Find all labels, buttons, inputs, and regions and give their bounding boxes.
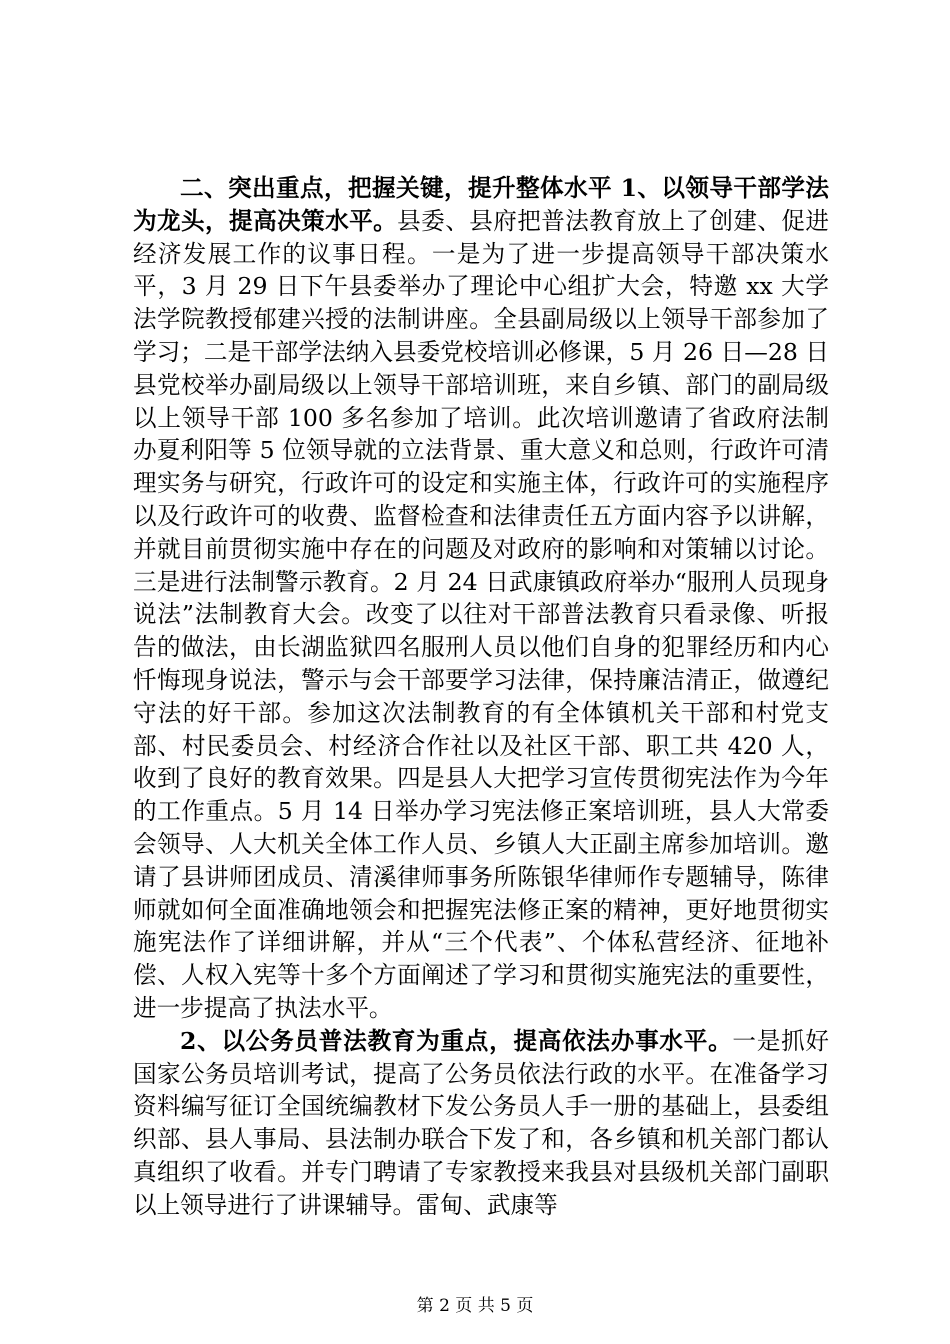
page-number-footer: 第 2 页 共 5 页 (416, 1296, 534, 1316)
document-body (133, 172, 829, 1222)
paragraph-2-text: 一是抓好国家公务员培训考试，提高了公务员依法行政的水平。在准备学习资料编写征订全国统编教材下发公务员人手一册的基础上，县委组织部、县人事局、县法制办联合下发了和，各乡镇和机关部门都认真组织了收看。并专门聘请了专家教授来我县对县级机关部门副职以上领导进行了讲课辅导。雷甸、武康等 (133, 1026, 830, 1219)
paragraph-1-text: 县委、县府把普法教育放上了创建、促进经济发展工作的议事日程。一是为了进一步提高领导干部决策水平，3 月 29 日下午县委举办了理论中心组扩大会，特邀 xx 大学法学院教授郁建兴授的法制讲座。全县副局级以上领导干部参加了学习；二是干部学法纳入县委党校培训必修课，5 月 26 日—28 日县党校举办副局级以上领导干部培训班，来自乡镇、部门的副局级以上领导干部 100 多名参加了培训。此次培训邀请了省政府法制办夏利阳等 5 位领导就的立法背景、重大意义和总则，行政许可清理实务与研究，行政许可的设定和实施主体，行政许可的实施程序以及行政许可的收费、监督检查和法律责任五方面内容予以讲解，并就目前贯彻实施中存在的问题及对政府的影响和对策辅以讨论。三是进行法制警示教育。2 月 24 日武康镇政府举办“服刑人员现身说法”法制教育大会。改变了以往对干部普法教育只看录像、听报告的做法，由长湖监狱四名服刑人员以他们自身的犯罪经历和内心忏悔现身说法，警示与会干部要学习法律，保持廉洁清正，做遵纪守法的好干部。参加这次法制教育的有全体镇机关干部和村党支部、村民委员会、村经济合作社以及社区干部、职工共 420 人，收到了良好的教育效果。四是县人大把学习宣传贯彻宪法作为今年的工作重点。5 月 14 日举办学习宪法修正案培训班，县人大常委会领导、人大机关全体工作人员、乡镇人大正副主席参加培训。邀请了县讲师团成员、清溪律师事务所陈银华律师作专题辅导，陈律师就如何全面准确地领会和把握宪法修正案的精神，更好地贯彻实施宪法作了详细讲解，并从“三个代表”、个体私营经济、征地补偿、人权入宪等十多个方面阐述了学习和贯彻实施宪法的重要性，进一步提高了执法水平。 (133, 206, 830, 1022)
section-heading-2: 2、以公务员普法教育为重点，提高依法办事水平。 (180, 1026, 733, 1055)
section-heading-1: 二、突出重点，把握关键，提升整体水平 1、以领导干部学法为龙头，提高决策水平。 (133, 174, 829, 235)
paragraph-2 (133, 1025, 829, 1222)
paragraph-1 (133, 172, 829, 1025)
